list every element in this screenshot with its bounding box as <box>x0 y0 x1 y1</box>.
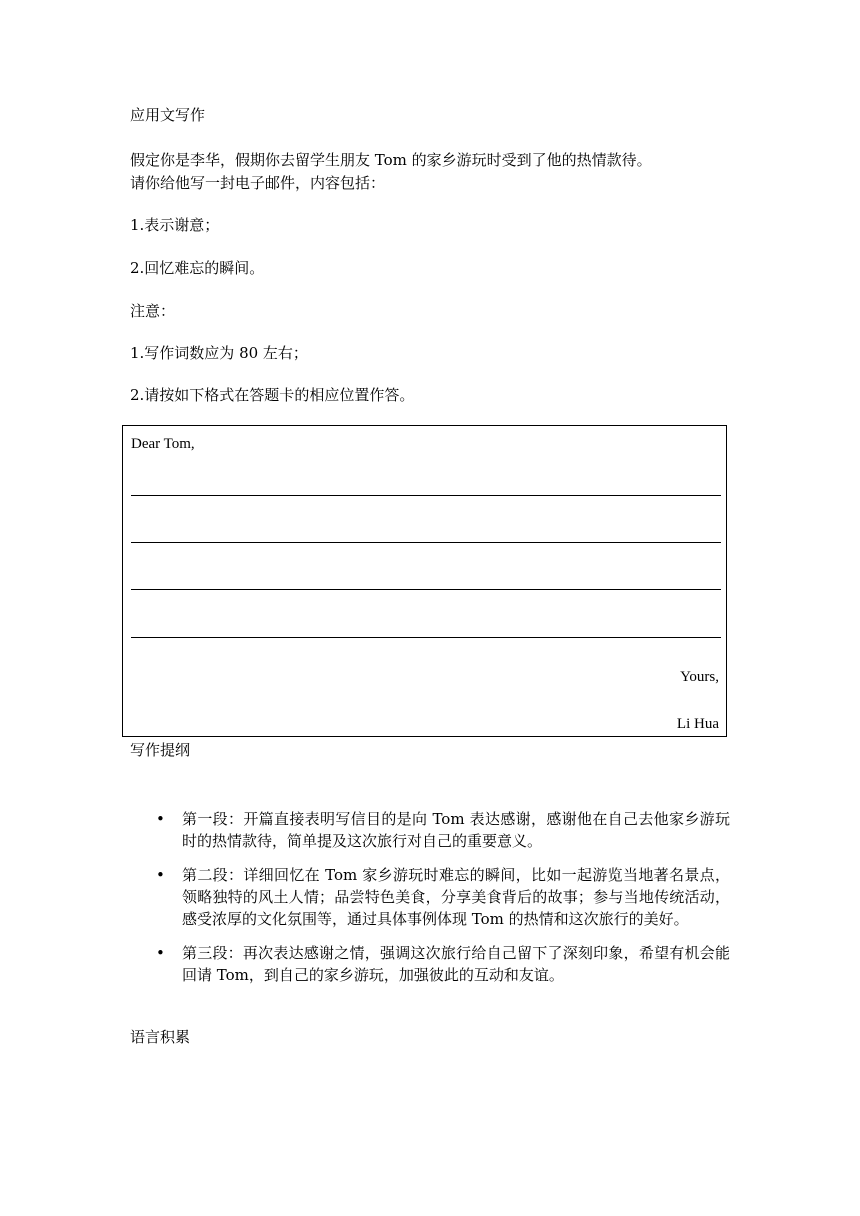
outline-title: 写作提纲 <box>130 741 191 759</box>
section-title: 应用文写作 <box>130 106 206 124</box>
outline-item-text: 第二段：详细回忆在 Tom 家乡游玩时难忘的瞬间，比如一起游览当地著名景点，领略独特的风土人情；品尝特色美食，分享美食背后的故事；参与当地传统活动，感受浓厚的文化氛围等，通过具体事例体现 Tom 的热情和这次旅行的美好。 <box>182 866 730 928</box>
letter-signature: Li Hua <box>676 716 719 732</box>
bullet-icon: • <box>156 944 165 962</box>
bullet-icon: • <box>156 810 165 828</box>
outline-list <box>156 808 730 998</box>
note-2: 2.请按如下格式在答题卡的相应位置作答。 <box>130 386 415 404</box>
requirement-2: 2.回忆难忘的瞬间。 <box>130 259 265 277</box>
note-label: 注意： <box>130 302 176 320</box>
vocab-title: 语言积累 <box>130 1028 191 1046</box>
answer-line[interactable] <box>131 495 721 496</box>
outline-item-text: 第三段：再次表达感谢之情，强调这次旅行给自己留下了深刻印象，希望有机会能回请 Tom，到自己的家乡游玩，加强彼此的互动和友谊。 <box>182 944 730 984</box>
outline-item-text: 第一段：开篇直接表明写信目的是向 Tom 表达感谢，感谢他在自己去他家乡游玩时的热情款待，简单提及这次旅行对自己的重要意义。 <box>182 810 730 850</box>
letter-template-box <box>122 425 727 737</box>
note-1: 1.写作词数应为 80 左右； <box>130 344 308 362</box>
answer-line[interactable] <box>131 589 721 590</box>
answer-line[interactable] <box>131 637 721 638</box>
outline-item <box>156 864 730 930</box>
letter-salutation: Dear Tom, <box>131 436 195 452</box>
bullet-icon: • <box>156 866 165 884</box>
prompt-line-2: 请你给他写一封电子邮件，内容包括： <box>130 174 386 192</box>
requirement-1: 1.表示谢意； <box>130 216 220 234</box>
letter-closing: Yours, <box>680 669 719 685</box>
prompt-line-1: 假定你是李华，假期你去留学生朋友 Tom 的家乡游玩时受到了他的热情款待。 <box>130 151 652 169</box>
outline-item <box>156 808 730 852</box>
outline-item <box>156 942 730 986</box>
answer-line[interactable] <box>131 542 721 543</box>
